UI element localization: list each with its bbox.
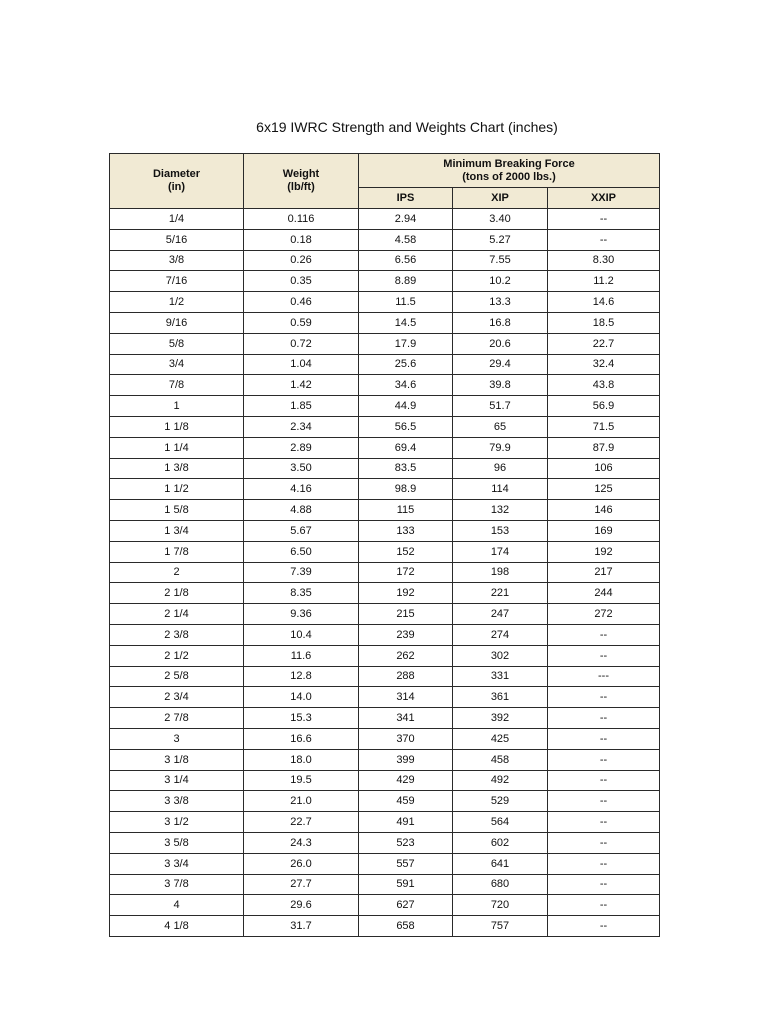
ips-cell: 152 <box>359 541 453 562</box>
table-row <box>110 770 660 791</box>
xxip-cell: -- <box>548 874 660 895</box>
xxip-cell: -- <box>548 624 660 645</box>
xxip-cell: 56.9 <box>548 396 660 417</box>
diameter-cell: 2 <box>110 562 244 583</box>
xxip-cell: 14.6 <box>548 292 660 313</box>
diameter-cell: 1 1/2 <box>110 479 244 500</box>
weight-cell: 0.46 <box>244 292 359 313</box>
diameter-cell: 3 5/8 <box>110 832 244 853</box>
diameter-cell: 2 5/8 <box>110 666 244 687</box>
weight-cell: 6.50 <box>244 541 359 562</box>
ips-cell: 69.4 <box>359 437 453 458</box>
table-row <box>110 791 660 812</box>
weight-cell: 12.8 <box>244 666 359 687</box>
xxip-cell: 43.8 <box>548 375 660 396</box>
xxip-cell: 244 <box>548 583 660 604</box>
ips-cell: 4.58 <box>359 229 453 250</box>
weight-cell: 0.59 <box>244 312 359 333</box>
diameter-cell: 2 7/8 <box>110 708 244 729</box>
diameter-header-label: Diameter <box>152 168 201 180</box>
ips-cell: 370 <box>359 728 453 749</box>
xip-cell: 96 <box>453 458 548 479</box>
diameter-header-unit: (in) <box>167 181 186 193</box>
ips-cell: 14.5 <box>359 312 453 333</box>
weight-cell: 9.36 <box>244 604 359 625</box>
ips-cell: 133 <box>359 520 453 541</box>
table-row <box>110 895 660 916</box>
weight-cell: 14.0 <box>244 687 359 708</box>
table-row <box>110 666 660 687</box>
table-row <box>110 354 660 375</box>
xip-cell: 174 <box>453 541 548 562</box>
diameter-cell: 1 5/8 <box>110 500 244 521</box>
page-title: 6x19 IWRC Strength and Weights Chart (inches) <box>256 119 558 135</box>
xxip-cell: 169 <box>548 520 660 541</box>
xip-cell: 114 <box>453 479 548 500</box>
ips-cell: 627 <box>359 895 453 916</box>
ips-cell: 658 <box>359 916 453 937</box>
xip-cell: 492 <box>453 770 548 791</box>
xip-cell: 5.27 <box>453 229 548 250</box>
weight-cell: 22.7 <box>244 812 359 833</box>
xxip-cell: -- <box>548 645 660 666</box>
table-row <box>110 874 660 895</box>
weight-cell: 1.04 <box>244 354 359 375</box>
table-row <box>110 312 660 333</box>
xip-cell: 3.40 <box>453 209 548 230</box>
xxip-cell: 87.9 <box>548 437 660 458</box>
weight-cell: 31.7 <box>244 916 359 937</box>
xip-cell: 361 <box>453 687 548 708</box>
weight-cell: 11.6 <box>244 645 359 666</box>
mbf-header <box>359 154 660 188</box>
ips-cell: 262 <box>359 645 453 666</box>
diameter-cell: 3 1/2 <box>110 812 244 833</box>
weight-cell: 27.7 <box>244 874 359 895</box>
ips-cell: 192 <box>359 583 453 604</box>
ips-cell: 523 <box>359 832 453 853</box>
ips-header: IPS <box>359 188 453 209</box>
diameter-cell: 2 3/4 <box>110 687 244 708</box>
ips-cell: 172 <box>359 562 453 583</box>
weight-cell: 8.35 <box>244 583 359 604</box>
table-row <box>110 292 660 313</box>
xip-cell: 529 <box>453 791 548 812</box>
diameter-cell: 3/4 <box>110 354 244 375</box>
diameter-cell: 2 1/2 <box>110 645 244 666</box>
table-row <box>110 541 660 562</box>
weight-header-label: Weight <box>282 168 320 180</box>
table-row <box>110 749 660 770</box>
diameter-cell: 3 1/4 <box>110 770 244 791</box>
weight-cell: 19.5 <box>244 770 359 791</box>
diameter-cell: 7/8 <box>110 375 244 396</box>
xip-cell: 39.8 <box>453 375 548 396</box>
ips-cell: 98.9 <box>359 479 453 500</box>
diameter-cell: 4 1/8 <box>110 916 244 937</box>
ips-cell: 2.94 <box>359 209 453 230</box>
xxip-cell: 71.5 <box>548 416 660 437</box>
diameter-cell: 5/8 <box>110 333 244 354</box>
xxip-cell: 32.4 <box>548 354 660 375</box>
ips-cell: 491 <box>359 812 453 833</box>
table-row <box>110 209 660 230</box>
ips-cell: 459 <box>359 791 453 812</box>
ips-cell: 25.6 <box>359 354 453 375</box>
table-row <box>110 624 660 645</box>
ips-cell: 44.9 <box>359 396 453 417</box>
ips-cell: 557 <box>359 853 453 874</box>
xxip-cell: -- <box>548 812 660 833</box>
xip-cell: 20.6 <box>453 333 548 354</box>
xxip-cell: -- <box>548 770 660 791</box>
weight-cell: 15.3 <box>244 708 359 729</box>
diameter-cell: 2 1/4 <box>110 604 244 625</box>
xip-cell: 331 <box>453 666 548 687</box>
strength-weights-table <box>109 153 660 937</box>
table-row <box>110 728 660 749</box>
table-row <box>110 562 660 583</box>
ips-cell: 115 <box>359 500 453 521</box>
diameter-cell: 1 1/8 <box>110 416 244 437</box>
table-body <box>110 209 660 937</box>
table-row <box>110 500 660 521</box>
weight-cell: 4.16 <box>244 479 359 500</box>
ips-cell: 83.5 <box>359 458 453 479</box>
xip-cell: 392 <box>453 708 548 729</box>
diameter-cell: 1/4 <box>110 209 244 230</box>
xxip-cell: 146 <box>548 500 660 521</box>
xip-cell: 641 <box>453 853 548 874</box>
weight-cell: 0.35 <box>244 271 359 292</box>
xxip-cell: 217 <box>548 562 660 583</box>
table-row <box>110 812 660 833</box>
xip-cell: 132 <box>453 500 548 521</box>
table-row <box>110 458 660 479</box>
xxip-cell: -- <box>548 749 660 770</box>
table-row <box>110 604 660 625</box>
weight-cell: 3.50 <box>244 458 359 479</box>
table-row <box>110 853 660 874</box>
ips-cell: 429 <box>359 770 453 791</box>
weight-cell: 1.42 <box>244 375 359 396</box>
xip-cell: 757 <box>453 916 548 937</box>
xxip-cell: -- <box>548 728 660 749</box>
xxip-header: XXIP <box>548 188 660 209</box>
xip-cell: 7.55 <box>453 250 548 271</box>
weight-cell: 10.4 <box>244 624 359 645</box>
xip-cell: 247 <box>453 604 548 625</box>
xip-cell: 79.9 <box>453 437 548 458</box>
diameter-cell: 3 1/8 <box>110 749 244 770</box>
weight-cell: 0.72 <box>244 333 359 354</box>
xxip-cell: -- <box>548 832 660 853</box>
xip-cell: 302 <box>453 645 548 666</box>
diameter-cell: 5/16 <box>110 229 244 250</box>
table-row <box>110 832 660 853</box>
diameter-cell: 3 7/8 <box>110 874 244 895</box>
ips-cell: 11.5 <box>359 292 453 313</box>
mbf-header-unit: (tons of 2000 lbs.) <box>462 170 556 183</box>
weight-cell: 2.89 <box>244 437 359 458</box>
ips-cell: 314 <box>359 687 453 708</box>
weight-cell: 4.88 <box>244 500 359 521</box>
diameter-cell: 2 1/8 <box>110 583 244 604</box>
diameter-cell: 9/16 <box>110 312 244 333</box>
xip-header: XIP <box>453 188 548 209</box>
xxip-cell: 192 <box>548 541 660 562</box>
diameter-cell: 1 <box>110 396 244 417</box>
xxip-cell: --- <box>548 666 660 687</box>
xip-cell: 680 <box>453 874 548 895</box>
ips-cell: 17.9 <box>359 333 453 354</box>
xip-cell: 425 <box>453 728 548 749</box>
table-row <box>110 396 660 417</box>
weight-cell: 16.6 <box>244 728 359 749</box>
weight-cell: 2.34 <box>244 416 359 437</box>
ips-cell: 239 <box>359 624 453 645</box>
xip-cell: 65 <box>453 416 548 437</box>
weight-header-unit: (lb/ft) <box>287 181 315 193</box>
table-row <box>110 375 660 396</box>
ips-cell: 34.6 <box>359 375 453 396</box>
weight-cell: 0.18 <box>244 229 359 250</box>
xxip-cell: -- <box>548 916 660 937</box>
xxip-cell: -- <box>548 209 660 230</box>
diameter-cell: 2 3/8 <box>110 624 244 645</box>
ips-cell: 399 <box>359 749 453 770</box>
xxip-cell: -- <box>548 229 660 250</box>
xip-cell: 16.8 <box>453 312 548 333</box>
weight-cell: 1.85 <box>244 396 359 417</box>
xip-cell: 29.4 <box>453 354 548 375</box>
table-row <box>110 271 660 292</box>
xxip-cell: -- <box>548 895 660 916</box>
xip-cell: 564 <box>453 812 548 833</box>
table-row <box>110 645 660 666</box>
xip-cell: 274 <box>453 624 548 645</box>
xxip-cell: 18.5 <box>548 312 660 333</box>
table-row <box>110 916 660 937</box>
diameter-cell: 4 <box>110 895 244 916</box>
table-row <box>110 437 660 458</box>
weight-header <box>244 154 359 209</box>
xxip-cell: -- <box>548 708 660 729</box>
weight-cell: 5.67 <box>244 520 359 541</box>
diameter-cell: 1 3/4 <box>110 520 244 541</box>
diameter-cell: 3/8 <box>110 250 244 271</box>
diameter-cell: 1 7/8 <box>110 541 244 562</box>
xxip-cell: -- <box>548 687 660 708</box>
table-row <box>110 687 660 708</box>
xxip-cell: 125 <box>548 479 660 500</box>
xxip-cell: 22.7 <box>548 333 660 354</box>
weight-cell: 29.6 <box>244 895 359 916</box>
xip-cell: 458 <box>453 749 548 770</box>
diameter-header <box>110 154 244 209</box>
ips-cell: 6.56 <box>359 250 453 271</box>
ips-cell: 56.5 <box>359 416 453 437</box>
weight-cell: 18.0 <box>244 749 359 770</box>
xip-cell: 221 <box>453 583 548 604</box>
xip-cell: 720 <box>453 895 548 916</box>
xxip-cell: 11.2 <box>548 271 660 292</box>
ips-cell: 341 <box>359 708 453 729</box>
diameter-cell: 1/2 <box>110 292 244 313</box>
diameter-cell: 3 3/8 <box>110 791 244 812</box>
weight-cell: 0.26 <box>244 250 359 271</box>
xxip-cell: -- <box>548 853 660 874</box>
table-header <box>110 154 660 209</box>
xip-cell: 13.3 <box>453 292 548 313</box>
xip-cell: 602 <box>453 832 548 853</box>
xip-cell: 51.7 <box>453 396 548 417</box>
table-row <box>110 333 660 354</box>
diameter-cell: 1 3/8 <box>110 458 244 479</box>
weight-cell: 26.0 <box>244 853 359 874</box>
diameter-cell: 3 <box>110 728 244 749</box>
xxip-cell: 8.30 <box>548 250 660 271</box>
table-row <box>110 583 660 604</box>
ips-cell: 288 <box>359 666 453 687</box>
ips-cell: 8.89 <box>359 271 453 292</box>
table-row <box>110 416 660 437</box>
weight-cell: 0.116 <box>244 209 359 230</box>
xxip-cell: 106 <box>548 458 660 479</box>
ips-cell: 591 <box>359 874 453 895</box>
xip-cell: 198 <box>453 562 548 583</box>
xxip-cell: -- <box>548 791 660 812</box>
xip-cell: 10.2 <box>453 271 548 292</box>
ips-cell: 215 <box>359 604 453 625</box>
xip-cell: 153 <box>453 520 548 541</box>
table-row <box>110 520 660 541</box>
diameter-cell: 1 1/4 <box>110 437 244 458</box>
table-row <box>110 708 660 729</box>
table-row <box>110 250 660 271</box>
table-row <box>110 229 660 250</box>
table-row <box>110 479 660 500</box>
weight-cell: 21.0 <box>244 791 359 812</box>
weight-cell: 7.39 <box>244 562 359 583</box>
diameter-cell: 7/16 <box>110 271 244 292</box>
diameter-cell: 3 3/4 <box>110 853 244 874</box>
mbf-header-label: Minimum Breaking Force <box>443 157 575 170</box>
xxip-cell: 272 <box>548 604 660 625</box>
weight-cell: 24.3 <box>244 832 359 853</box>
